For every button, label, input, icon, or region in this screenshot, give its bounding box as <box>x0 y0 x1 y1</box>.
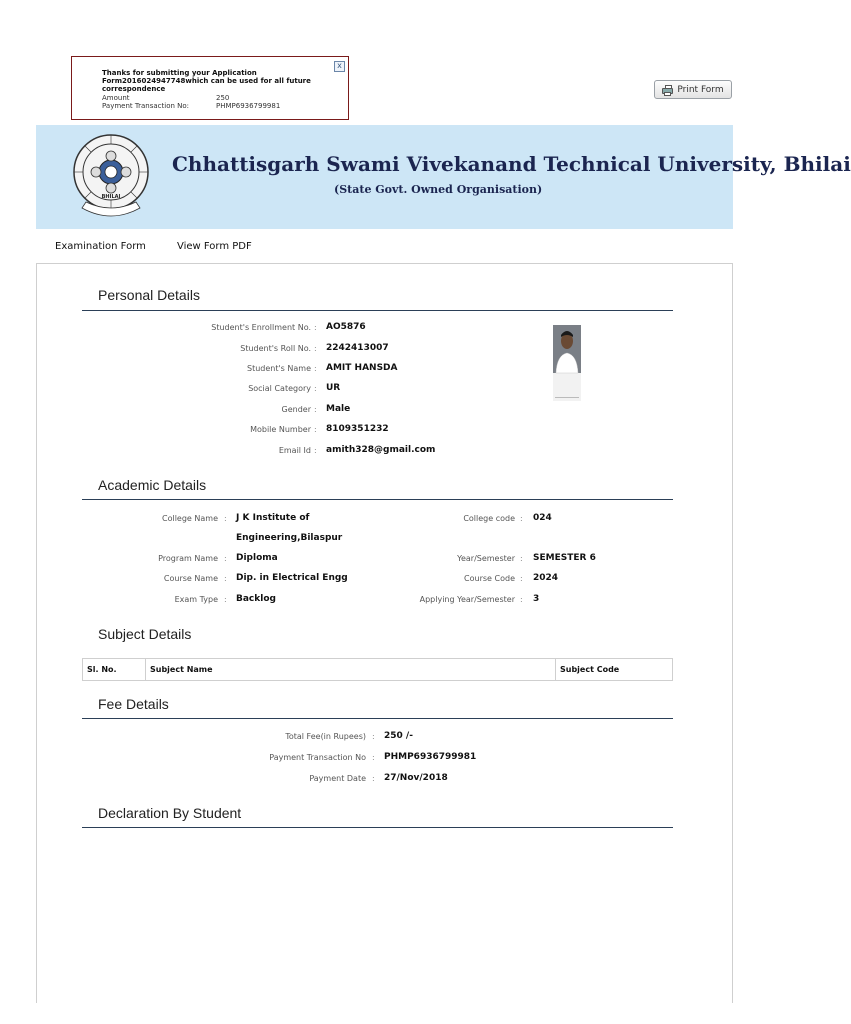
section-divider <box>82 718 673 719</box>
course-name-label: Course Name <box>163 574 218 583</box>
payment-txn-label: Payment Transaction No <box>269 753 366 762</box>
university-name: Chhattisgarh Swami Vivekanand Technical University, Bhilai <box>172 152 851 176</box>
col-subject-code: Subject Code <box>556 659 673 681</box>
exam-type-label: Exam Type <box>174 595 218 604</box>
colon: : <box>520 595 523 604</box>
student-photo <box>553 325 581 401</box>
personal-details-title: Personal Details <box>98 287 200 303</box>
section-divider <box>82 499 673 500</box>
colon: : <box>520 554 523 563</box>
colon: : <box>314 344 317 353</box>
colon: : <box>372 774 375 783</box>
exam-type-value: Backlog <box>236 594 276 604</box>
declaration-title: Declaration By Student <box>98 805 242 821</box>
printer-icon <box>662 85 673 95</box>
academic-details-title: Academic Details <box>98 477 207 493</box>
student-name-value: AMIT HANSDA <box>326 363 398 373</box>
notice-txn-row <box>102 102 281 110</box>
colon: : <box>224 595 227 604</box>
close-icon[interactable]: x <box>334 61 345 72</box>
notice-amount-row <box>102 94 230 102</box>
social-category-label: Social Category <box>248 384 311 393</box>
email-label: Email Id <box>278 446 311 455</box>
enrollment-value: AO5876 <box>326 322 366 332</box>
section-divider <box>82 310 673 311</box>
fee-details-title: Fee Details <box>98 696 169 712</box>
university-banner <box>36 125 851 229</box>
notice-amount-label: Amount <box>102 94 130 102</box>
student-name-label: Student's Name <box>246 364 311 373</box>
colon: : <box>314 364 317 373</box>
subject-table <box>82 658 673 681</box>
gender-label: Gender <box>281 405 311 414</box>
print-form-label: Print Form <box>677 84 724 95</box>
colon: : <box>314 405 317 414</box>
submission-notice <box>71 56 349 120</box>
colon: : <box>372 732 375 741</box>
nav-examination-form[interactable]: Examination Form <box>55 241 146 252</box>
college-code-value: 024 <box>533 513 552 523</box>
program-name-label: Program Name <box>158 554 218 563</box>
subject-details-title: Subject Details <box>98 626 192 642</box>
notice-amount-value: 250 <box>216 94 230 102</box>
college-code-label: College code <box>463 514 515 523</box>
payment-txn-value: PHMP6936799981 <box>384 752 477 762</box>
course-code-value: 2024 <box>533 573 559 583</box>
enrollment-label: Student's Enrollment No. <box>211 323 311 332</box>
course-name-value: Dip. in Electrical Engg <box>236 573 348 583</box>
colon: : <box>520 514 523 523</box>
notice-message: Thanks for submitting your Application Form2016024947748which can be used for all future correspondence <box>102 69 311 93</box>
applying-year-label: Applying Year/Semester <box>419 595 515 604</box>
print-form-button[interactable] <box>654 80 732 99</box>
notice-txn-label: Payment Transaction No: <box>102 102 190 110</box>
roll-no-label: Student's Roll No. <box>240 344 311 353</box>
colon: : <box>372 753 375 762</box>
seal-text: BHILAI <box>101 194 121 200</box>
college-name-label: College Name <box>162 514 218 523</box>
university-subtitle: (State Govt. Owned Organisation) <box>334 183 543 196</box>
section-divider <box>82 827 673 828</box>
social-category-value: UR <box>326 383 341 393</box>
colon: : <box>314 384 317 393</box>
nav-view-form-pdf[interactable]: View Form PDF <box>177 241 252 252</box>
colon: : <box>224 514 227 523</box>
year-semester-value: SEMESTER 6 <box>533 553 596 563</box>
colon: : <box>314 425 317 434</box>
col-sl-no: Sl. No. <box>83 659 146 681</box>
colon: : <box>520 574 523 583</box>
course-code-label: Course Code <box>464 574 515 583</box>
colon: : <box>314 446 317 455</box>
total-fee-value: 250 /- <box>384 731 413 741</box>
university-seal-icon <box>70 132 152 220</box>
colon: : <box>224 574 227 583</box>
total-fee-label: Total Fee(in Rupees) <box>285 732 366 741</box>
program-name-value: Diploma <box>236 553 278 563</box>
gender-value: Male <box>326 404 351 414</box>
payment-date-label: Payment Date <box>309 774 366 783</box>
payment-date-value: 27/Nov/2018 <box>384 773 448 783</box>
subject-table-header <box>83 659 673 681</box>
mobile-label: Mobile Number <box>250 425 311 434</box>
college-name-value: J K Institute of <box>236 513 310 523</box>
colon: : <box>224 554 227 563</box>
mobile-value: 8109351232 <box>326 424 389 434</box>
col-subject-name: Subject Name <box>146 659 556 681</box>
colon: : <box>314 323 317 332</box>
notice-txn-value: PHMP6936799981 <box>216 102 281 110</box>
college-name-value-line2: Engineering,Bilaspur <box>236 533 343 543</box>
email-value: amith328@gmail.com <box>326 445 436 455</box>
applying-year-value: 3 <box>533 594 540 604</box>
year-semester-label: Year/Semester <box>457 554 515 563</box>
roll-no-value: 2242413007 <box>326 343 389 353</box>
